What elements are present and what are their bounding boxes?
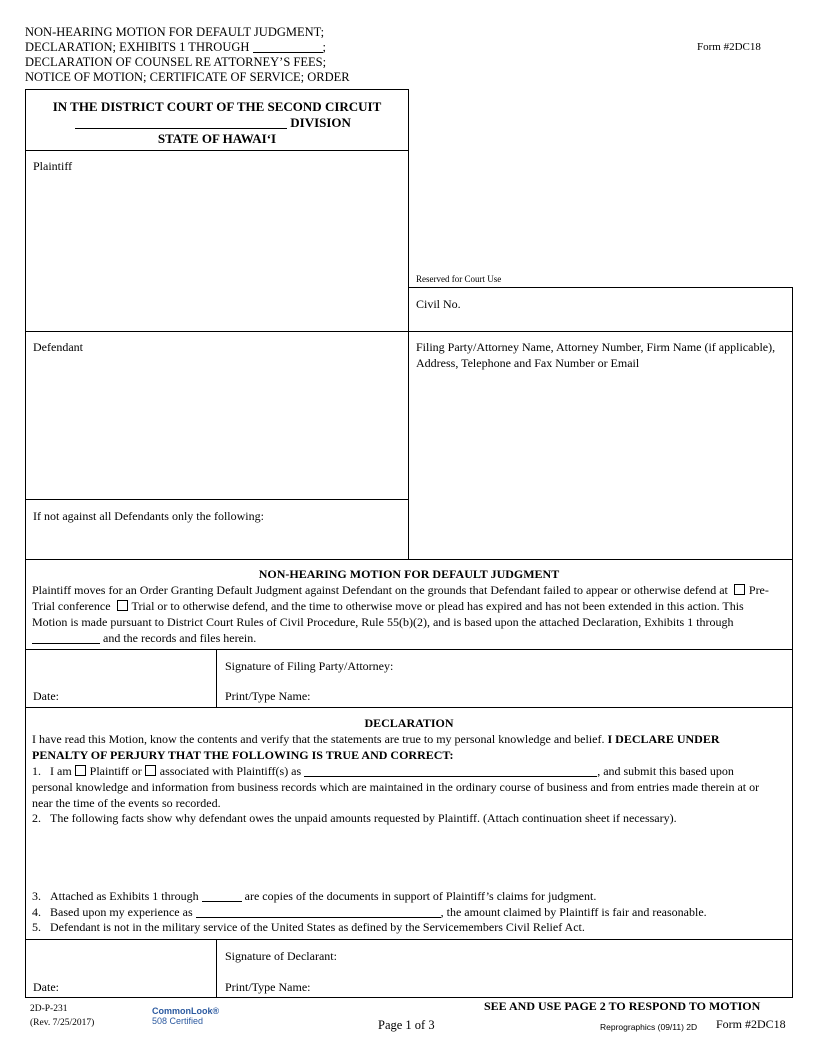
plaintiff-label: Plaintiff [33,159,73,173]
reserved-court-use: Reserved for Court Use [416,274,502,284]
declaration-item-2 [32,811,677,826]
footer-form-number: Form #2DC18 [716,1017,786,1031]
see-page-2-notice: SEE AND USE PAGE 2 TO RESPOND TO MOTION [484,999,761,1013]
pretrial-label: Pre-Trial conference [32,583,769,613]
division-label: DIVISION [290,115,351,130]
motion-body [32,582,782,646]
form-title-line-4: NOTICE OF MOTION; CERTIFICATE OF SERVICE; ORDER [25,70,350,84]
item1-text-b: , and submit this based upon personal knowledge and information from business records which are maintained in the ordinary course of business and from entries made therein at or near the time of the events so recorded. [32,764,760,810]
associated-checkbox[interactable] [145,765,156,776]
defendant-bottom-line [25,499,409,500]
item3-exhibits-blank[interactable] [202,890,242,902]
plaintiff-checkbox[interactable] [75,765,86,776]
signature-declarant-label: Signature of Declarant: [225,949,337,963]
plaintiff-defendant-divider [25,331,793,332]
item2-number: 2. [32,811,41,825]
signature-divider-1 [216,649,217,708]
date-label-1: Date: [33,689,59,703]
pretrial-checkbox[interactable] [734,584,745,595]
print-name-label-2: Print/Type Name: [225,980,311,994]
item1-text-a: I am [50,764,72,778]
reprographics-label: Reprographics (09/11) 2D [600,1022,698,1032]
experience-blank[interactable] [196,906,441,918]
item1-number: 1. [32,764,41,778]
item1-plaintiff: Plaintiff or [89,764,142,778]
form-code: 2D-P-231 [30,1004,68,1014]
page-number: Page 1 of 3 [378,1018,435,1032]
item4-number: 4. [32,905,41,919]
civil-no-top-line [408,287,793,288]
not-all-defendants-label: If not against all Defendants only the following: [33,509,264,523]
right-border [792,287,793,560]
motion-heading: NON-HEARING MOTION FOR DEFAULT JUDGMENT [258,567,560,581]
form-title-line-3: DECLARATION OF COUNSEL RE ATTORNEY’S FEES; [25,55,327,69]
motion-exhibits-blank[interactable] [32,632,100,644]
motion-text-trial: Trial or to otherwise defend, and the time to otherwise move or plead has expired and has not been extended in this action. This Motion is made pursuant to District Court Rules of Civil Procedure, Rule 55(b)(2), and is based upon the attached Declaration, Exhibits 1 through [32,599,744,629]
item1-assoc: associated with Plaintiff(s) as [159,764,302,778]
508-certified-label: 508 Certified [152,1016,204,1026]
item3-text-a: Attached as Exhibits 1 through [50,889,199,903]
civil-no-label: Civil No. [416,297,461,311]
item3-text-b: are copies of the documents in support of Plaintiff’s claims for judgment. [244,889,597,903]
declaration-item-4 [32,905,707,920]
form-title-line-2 [25,40,326,55]
declaration-perjury: I DECLARE UNDER PENALTY OF PERJURY THAT THE FOLLOWING IS TRUE AND CORRECT: [32,732,720,762]
associated-as-blank[interactable] [304,765,597,777]
item2-text: The following facts show why defendant owes the unpaid amounts requested by Plaintiff. (Attach continuation sheet if necessary). [50,811,677,825]
item5-number: 5. [32,920,41,934]
print-name-label-1: Print/Type Name: [225,689,311,703]
filing-party-label: Filing Party/Attorney Name, Attorney Number, Firm Name (if applicable), Address, Telephone and Fax Number or Email [416,340,776,370]
item4-text-a: Based upon my experience as [50,905,193,919]
declaration-item-3 [32,889,596,904]
signature-filing-party-label: Signature of Filing Party/Attorney: [225,659,394,673]
item3-number: 3. [32,889,41,903]
item4-text-b: , the amount claimed by Plaintiff is fair and reasonable. [440,905,707,919]
trial-checkbox[interactable] [117,600,128,611]
declaration-intro [32,731,777,763]
item5-text: Defendant is not in the military service of the United States as defined by the Servicemembers Civil Relief Act. [50,920,585,934]
form-number: Form #2DC18 [697,41,761,53]
declaration-intro-text: I have read this Motion, know the contents and verify that the statements are true to my personal knowledge and belief. [32,732,605,746]
division-line [75,115,351,130]
commonlook-logo: CommonLook® [152,1006,220,1016]
signature-divider-2 [216,939,217,998]
state-name: STATE OF HAWAI‘I [157,131,277,146]
defendant-label: Defendant [33,340,83,354]
declaration-item-1 [32,763,777,811]
date-label-2: Date: [33,980,59,994]
declaration-heading: DECLARATION [364,716,454,730]
form-title-line-1: NON-HEARING MOTION FOR DEFAULT JUDGMENT; [25,25,325,39]
declaration-item-5 [32,920,585,935]
title-semicolon: ; [322,40,327,54]
signature-box-1 [25,649,793,708]
form-revision: (Rev. 7/25/2017) [30,1018,95,1028]
motion-text-end: and the records and files herein. [103,631,257,645]
motion-text-a: Plaintiff moves for an Order Granting Default Judgment against Defendant on the grounds that Defendant failed to appear or otherwise defend at [32,583,728,597]
division-blank[interactable] [75,116,287,129]
exhibits-blank[interactable] [253,41,323,53]
form-title-line-2-text: DECLARATION; EXHIBITS 1 THROUGH [25,40,250,54]
court-name: IN THE DISTRICT COURT OF THE SECOND CIRCUIT [52,99,382,114]
signature-box-2 [25,939,793,998]
